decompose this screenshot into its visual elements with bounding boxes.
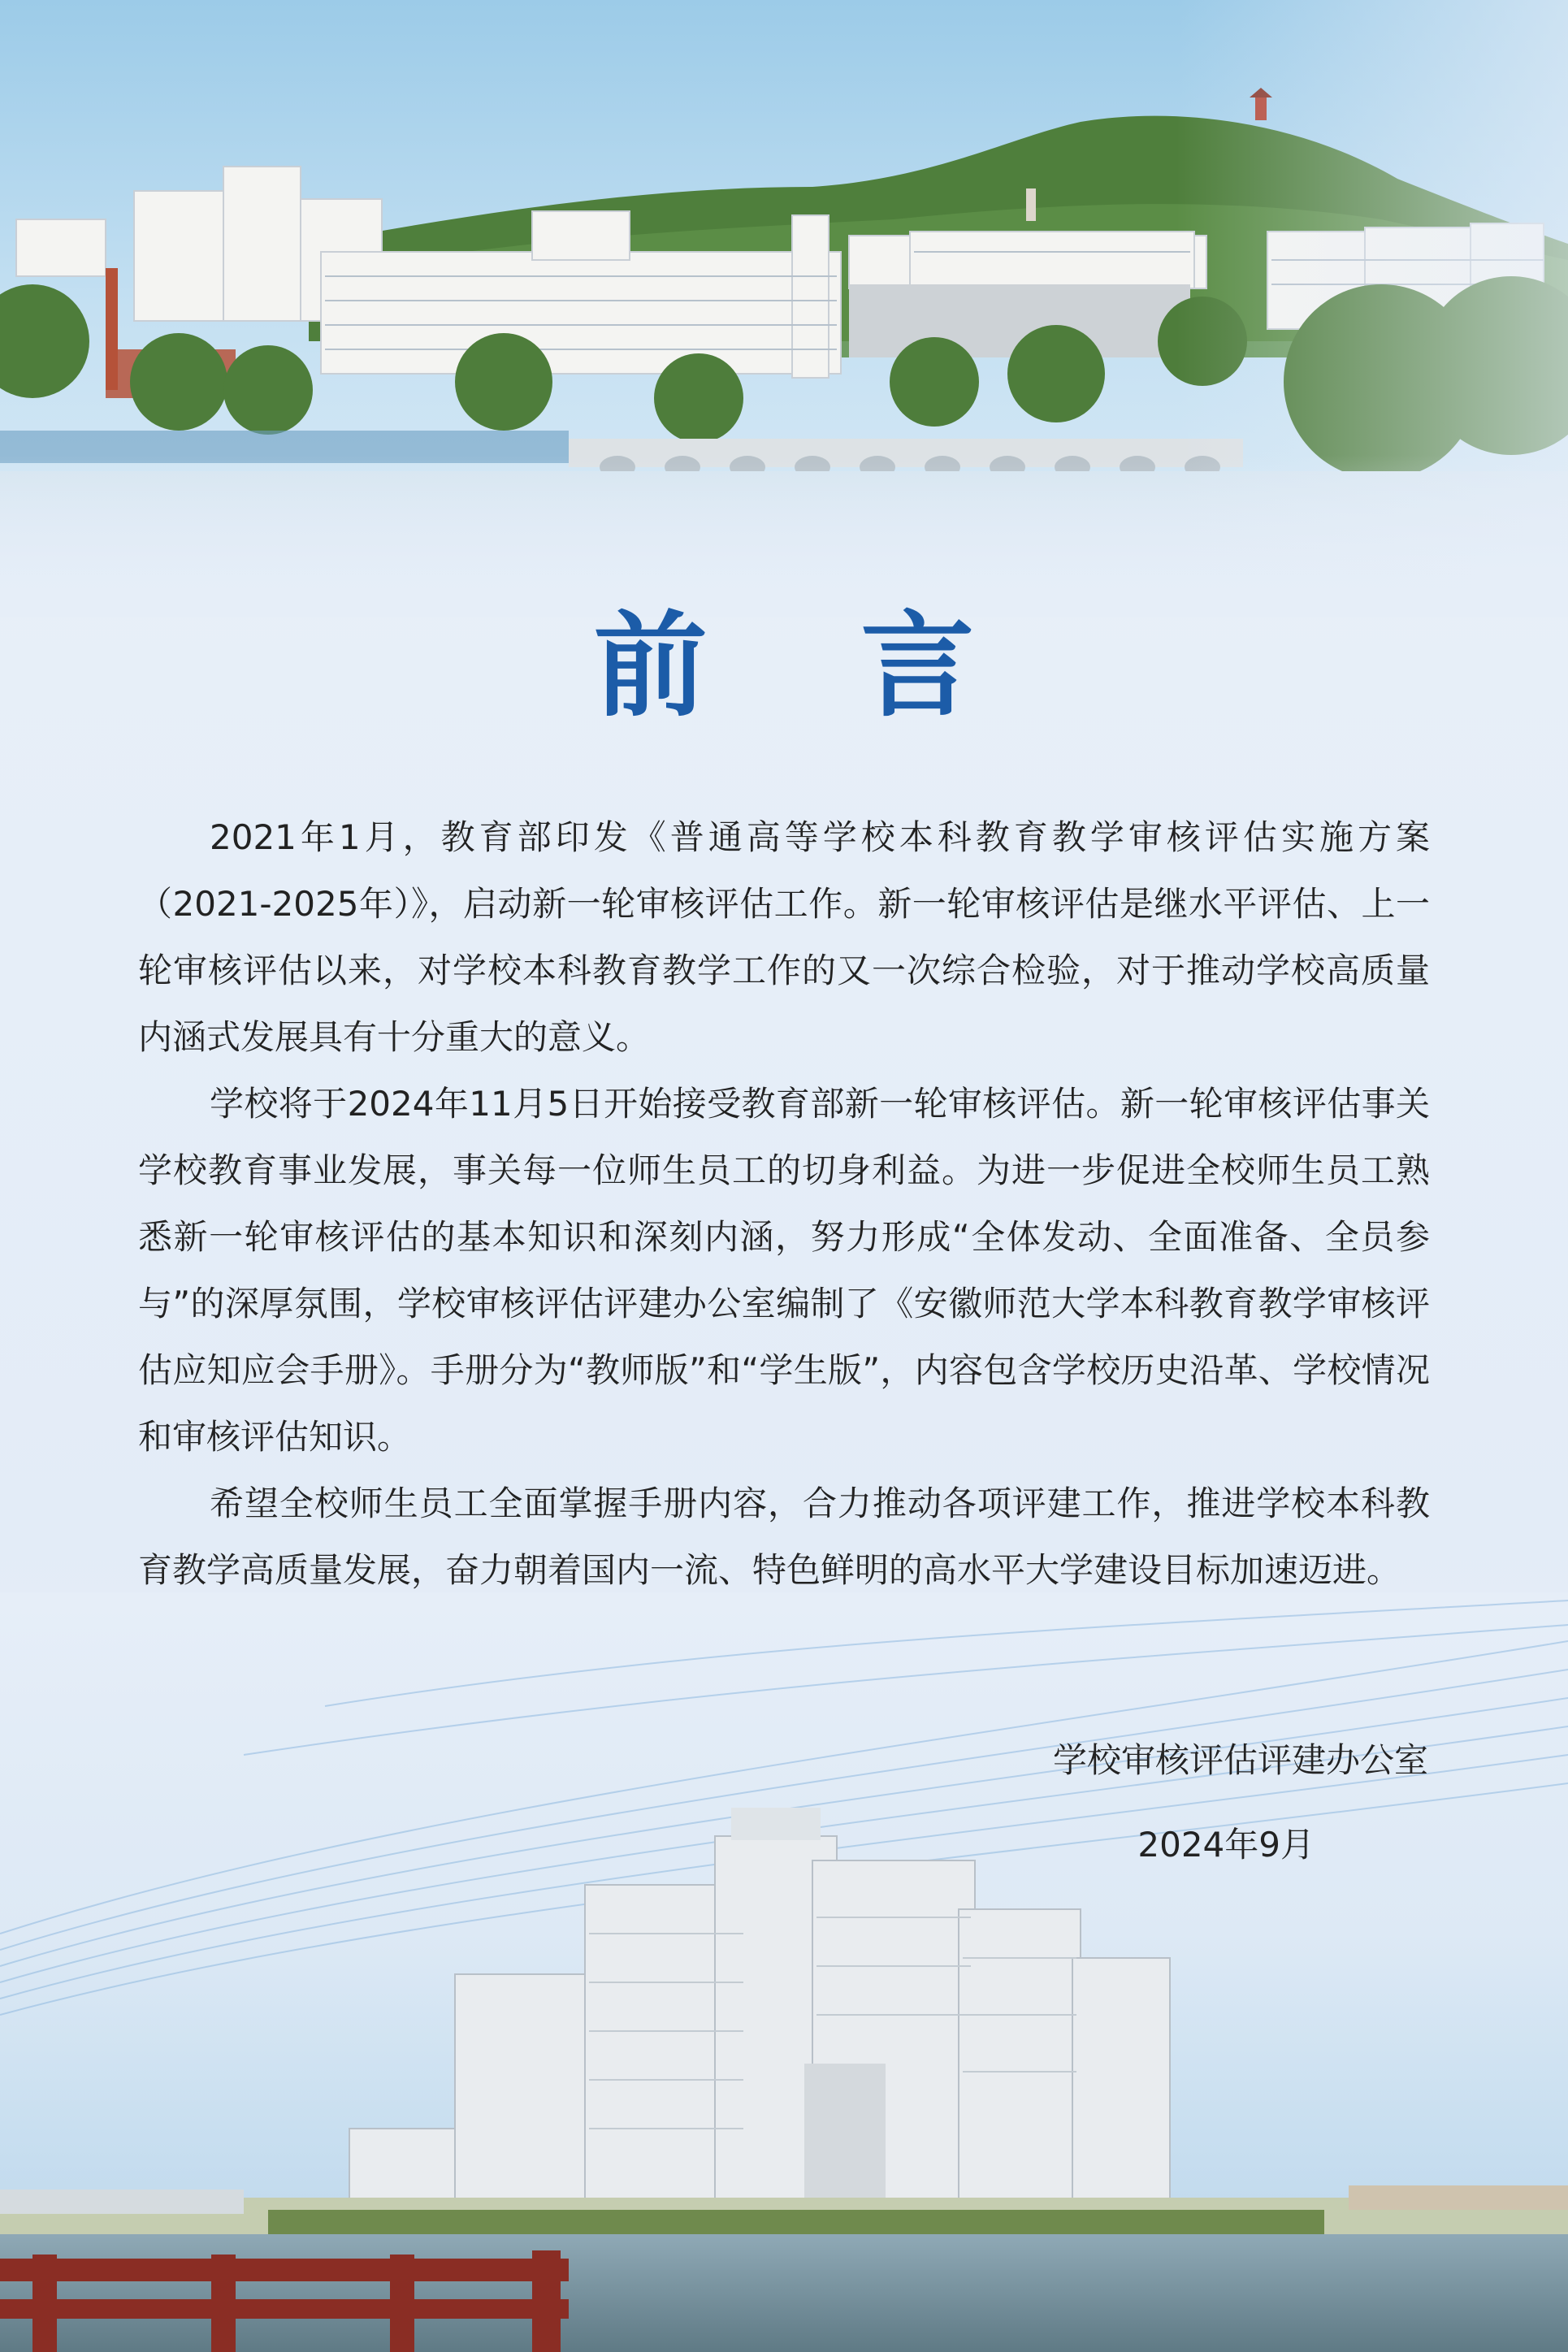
- library-lake-photo: [0, 1592, 1568, 2352]
- signature-office: 学校审核评估评建办公室: [1052, 1740, 1428, 1780]
- signature-date: 2024年9月: [1137, 1825, 1315, 1865]
- paragraph: 2021年1月，教育部印发《普通高等学校本科教育教学审核评估实施方案（2021-2025年）》，启动新一轮审核评估工作。新一轮审核评估是继水平评估、上一轮审核评估以来，对学校本科教育教学工作的又一次综合检验，对于推动学校高质量内涵式发展具有十分重大的意义。: [138, 817, 1430, 1057]
- signature-block: [1053, 1718, 1428, 1887]
- page-title: 前 言: [593, 600, 1032, 733]
- campus-hill-photo: [0, 0, 1568, 617]
- paragraph: 学校将于2024年11月5日开始接受教育部新一轮审核评估。新一轮审核评估事关学校教育事业发展，事关每一位师生员工的切身利益。为进一步促进全校师生员工熟悉新一轮审核评估的基本知识和深刻内涵，努力形成“全体发动、全面准备、全员参与”的深厚氛围，学校审核评估评建办公室编制了《安徽师范大学本科教育教学审核评估应知应会手册》。手册分为“教师版”和“学生版”，内容包含学校历史沿革、学校情况和审核评估知识。: [138, 1084, 1430, 1457]
- preface-body: [138, 804, 1430, 1604]
- paragraph: 希望全校师生员工全面掌握手册内容，合力推动各项评建工作，推进学校本科教育教学高质量发展，奋力朝着国内一流、特色鲜明的高水平大学建设目标加速迈进。: [138, 1484, 1430, 1590]
